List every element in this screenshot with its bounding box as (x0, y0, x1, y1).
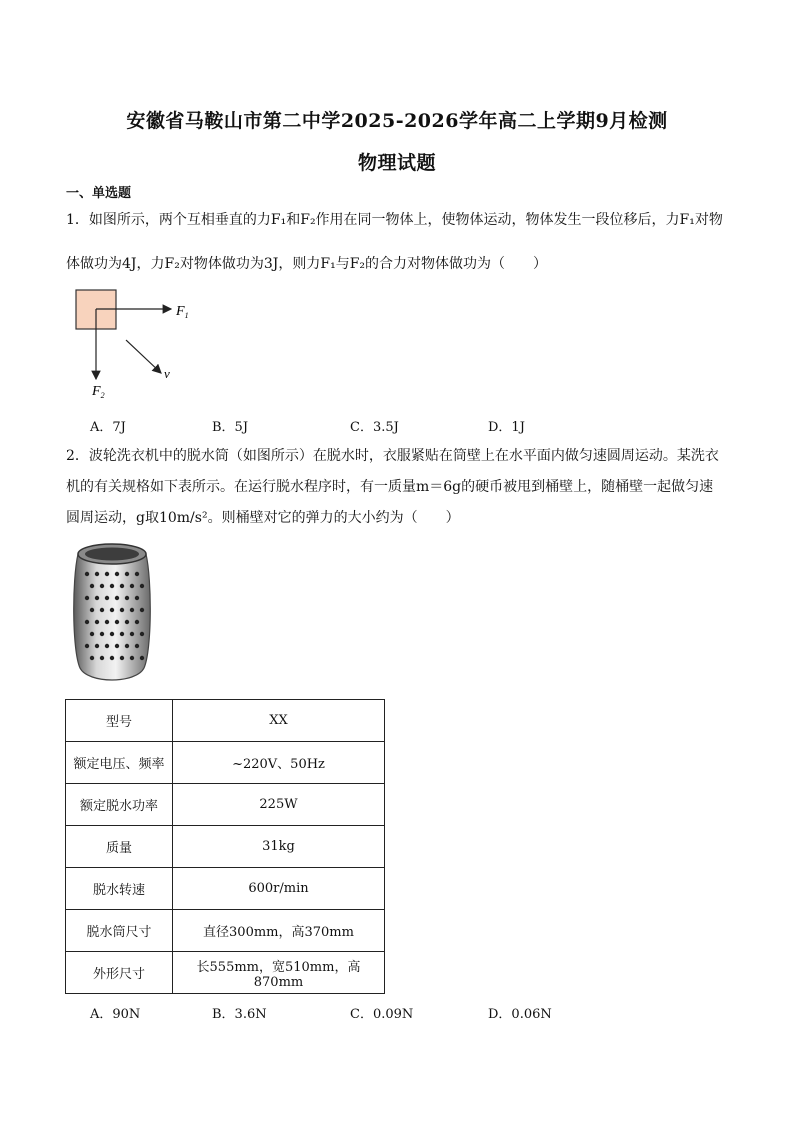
f1-label: $F_1$ (176, 304, 189, 320)
spec-key: 额定脱水功率 (66, 784, 173, 826)
q2-text-line1: 2．波轮洗衣机中的脱水筒（如图所示）在脱水时，衣服紧贴在筒壁上在水平面内做匀速圆周运动。某洗衣 (66, 448, 719, 464)
spec-value: 31kg (173, 826, 385, 868)
spec-key: 型号 (66, 700, 173, 742)
q1-text-line2: 体做功为4J，力F₂对物体做功为3J，则力F₁与F₂的合力对物体做功为（ ） (66, 256, 548, 272)
q2-option-d[interactable]: D．0.06N (488, 1007, 552, 1022)
spin-drum-illustration (68, 540, 156, 690)
spec-value: 直径300mm，高370mm (173, 910, 385, 952)
document-title: 安徽省马鞍山市第二中学2025-2026学年高二上学期9月检测 (126, 110, 668, 132)
spec-key: 额定电压、频率 (66, 742, 173, 784)
table-row (66, 868, 385, 910)
spec-key: 质量 (66, 826, 173, 868)
q1-option-a[interactable]: A．7J (90, 420, 126, 435)
q2-option-a[interactable]: A．90N (90, 1007, 141, 1022)
q2-text-line3: 圆周运动，g取10m/s²。则桶壁对它的弹力的大小约为（ ） (66, 510, 460, 526)
spec-value: 225W (173, 784, 385, 826)
document-subtitle: 物理试题 (357, 152, 436, 174)
spec-key: 脱水筒尺寸 (66, 910, 173, 952)
v-label: v (164, 366, 170, 381)
q1-force-diagram (66, 285, 206, 403)
q1-text-line1: 1．如图所示，两个互相垂直的力F₁和F₂作用在同一物体上，使物体运动，物体发生一段位移后，力F₁对物 (66, 212, 723, 228)
table-row (66, 952, 385, 994)
table-row (66, 826, 385, 868)
q2-text-line2: 机的有关规格如下表所示。在运行脱水程序时，有一质量m＝6g的硬币被甩到桶壁上，随桶壁一起做匀速 (66, 479, 714, 495)
table-row (66, 784, 385, 826)
q2-option-b[interactable]: B．3.6N (212, 1007, 267, 1022)
table-row (66, 700, 385, 742)
spec-value: ~220V、50Hz (173, 742, 385, 784)
v-arrow (126, 340, 161, 373)
q1-option-c[interactable]: C．3.5J (350, 420, 399, 435)
spec-key: 外形尺寸 (66, 952, 173, 994)
q2-option-c[interactable]: C．0.09N (350, 1007, 414, 1022)
spec-value: 600r/min (173, 868, 385, 910)
spec-value: 长555mm，宽510mm，高870mm (173, 952, 385, 994)
spec-table (65, 699, 385, 994)
q1-option-b[interactable]: B．5J (212, 420, 249, 435)
section-heading: 一、单选题 (66, 186, 132, 201)
spec-key: 脱水转速 (66, 868, 173, 910)
q1-option-d[interactable]: D．1J (488, 420, 525, 435)
table-row (66, 742, 385, 784)
spec-value: XX (173, 700, 385, 742)
table-row (66, 910, 385, 952)
f2-label: $F_2$ (92, 384, 105, 400)
